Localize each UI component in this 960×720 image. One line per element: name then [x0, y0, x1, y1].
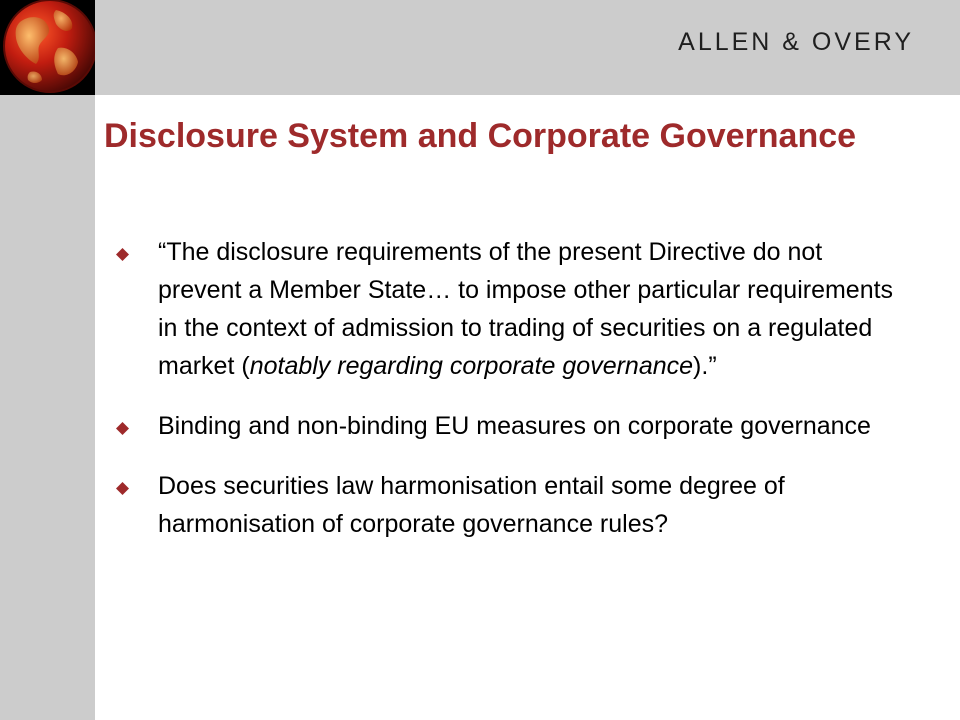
- bullet-text: [158, 407, 871, 445]
- bullet-list: [110, 233, 900, 565]
- list-item: [110, 467, 900, 543]
- sidebar-band: [0, 0, 95, 720]
- slide-title: Disclosure System and Corporate Governance: [104, 117, 857, 155]
- diamond-bullet-icon: [116, 422, 129, 435]
- list-item: [110, 407, 900, 445]
- bullet-text-segment: Does securities law harmonisation entail some degree of harmonisation of corporate governance rules?: [158, 472, 785, 538]
- bullet-text-italic: notably regarding corporate governance: [249, 352, 694, 380]
- bullet-text-segment: Binding and non-binding EU measures on corporate governance: [158, 412, 871, 440]
- diamond-bullet-icon: [116, 248, 129, 261]
- globe-icon: [0, 0, 95, 95]
- bullet-text: [158, 233, 900, 385]
- diamond-bullet-icon: [116, 482, 129, 495]
- list-item: [110, 233, 900, 385]
- firm-logo: ALLEN & OVERY: [678, 28, 914, 56]
- bullet-text-segment: “The disclosure requirements of the present Directive do not prevent a Member State… to impose other particular requirements in the context of admission to trading of securities on a regulated market (: [158, 238, 894, 380]
- bullet-text-segment: ).”: [693, 352, 717, 380]
- bullet-text: [158, 467, 900, 543]
